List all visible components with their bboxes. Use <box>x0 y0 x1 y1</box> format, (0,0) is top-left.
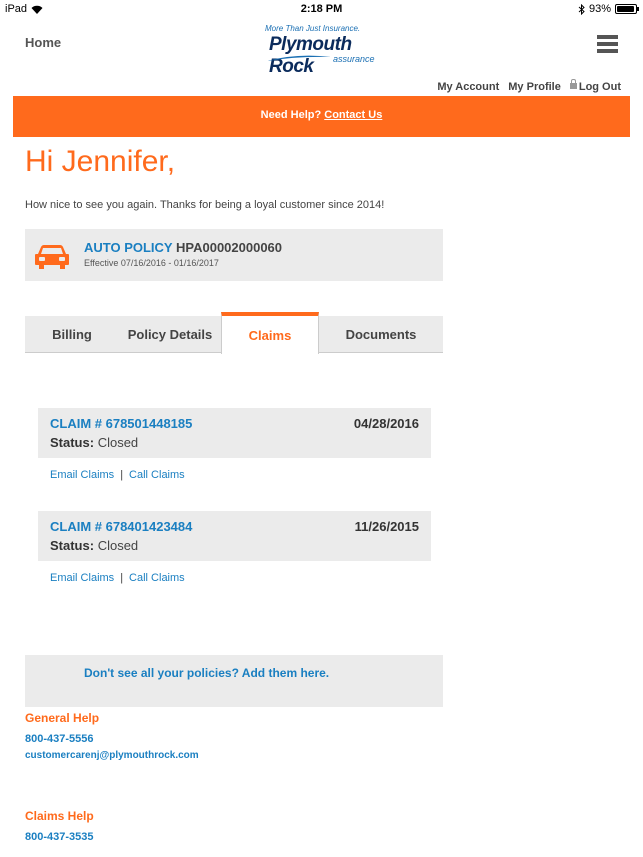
claim-status <box>50 435 138 450</box>
plymouth-rock-logo[interactable] <box>265 24 395 77</box>
help-banner <box>13 96 630 137</box>
home-link[interactable]: Home <box>25 35 62 50</box>
policy-number: HPA00002000060 <box>176 240 283 255</box>
policy-type[interactable]: AUTO POLICY <box>84 240 173 255</box>
claims-help-title: Claims Help <box>25 809 94 823</box>
claims-help-phone[interactable]: 800-437-3535 <box>25 831 94 843</box>
battery-fill <box>617 6 634 12</box>
battery-percent: 93% <box>588 3 611 15</box>
claim-number[interactable]: CLAIM # 678501448185 <box>50 416 193 431</box>
claim-status-label: Status: <box>50 435 95 450</box>
general-help-phone[interactable]: 800-437-5556 <box>25 733 94 745</box>
log-out-link[interactable] <box>570 81 621 93</box>
battery-icon <box>615 4 637 14</box>
tab-policy-details[interactable]: Policy Details <box>127 327 213 342</box>
loyalty-message: How nice to see you again. Thanks for being a loyal customer since 2014! <box>25 199 385 211</box>
tab-documents[interactable]: Documents <box>345 327 417 342</box>
claim-number[interactable]: CLAIM # 678401423484 <box>50 519 193 534</box>
contact-us-link[interactable]: Contact Us <box>324 109 383 121</box>
need-help-text: Need Help? <box>260 109 322 121</box>
logo-tagline: More Than Just Insurance. <box>265 24 361 33</box>
my-profile-link[interactable]: My Profile <box>508 81 561 93</box>
link-separator: | <box>120 469 124 481</box>
email-claims-link[interactable]: Email Claims <box>50 572 115 584</box>
bluetooth-icon <box>578 4 585 15</box>
claim-card[interactable] <box>38 408 431 458</box>
tab-claims[interactable]: Claims <box>221 312 319 354</box>
claim-actions <box>50 572 185 584</box>
add-policies-box <box>25 655 443 707</box>
my-account-link[interactable]: My Account <box>437 81 500 93</box>
status-bar <box>0 0 643 18</box>
logo-sub: assurance <box>333 54 375 64</box>
call-claims-link[interactable]: Call Claims <box>129 469 185 481</box>
claim-status-value: Closed <box>97 435 139 450</box>
logo-name: Plymouth Rock <box>269 34 352 77</box>
greeting: Hi Jennifer, <box>25 145 176 178</box>
policy-summary[interactable] <box>25 229 443 281</box>
tab-billing[interactable]: Billing <box>52 327 92 342</box>
claim-status-value: Closed <box>97 538 139 553</box>
claim-actions <box>50 469 185 481</box>
call-claims-link[interactable]: Call Claims <box>129 572 185 584</box>
hamburger-menu-icon[interactable] <box>597 35 618 53</box>
claim-status-label: Status: <box>50 538 95 553</box>
link-separator: | <box>120 572 124 584</box>
policy-title <box>84 240 282 255</box>
car-icon <box>34 244 70 270</box>
email-claims-link[interactable]: Email Claims <box>50 469 115 481</box>
claim-date: 11/26/2015 <box>354 519 419 534</box>
add-policies-link[interactable]: Don't see all your policies? Add them here. <box>84 666 330 680</box>
log-out-label: Log Out <box>578 81 621 93</box>
general-help-title: General Help <box>25 711 100 725</box>
app-header <box>0 18 643 78</box>
general-help-email[interactable]: customercarenj@plymouthrock.com <box>25 750 199 761</box>
claim-card[interactable] <box>38 511 431 561</box>
claim-date: 04/28/2016 <box>353 416 419 431</box>
policy-effective-dates: Effective 07/16/2016 - 01/16/2017 <box>84 258 219 268</box>
policy-tabs <box>25 316 443 353</box>
account-links <box>437 81 621 93</box>
clock: 2:18 PM <box>300 3 343 15</box>
claim-status <box>50 538 138 553</box>
device-name: iPad <box>5 3 28 15</box>
lock-icon <box>570 83 577 89</box>
logo-swoosh-icon <box>267 55 331 62</box>
